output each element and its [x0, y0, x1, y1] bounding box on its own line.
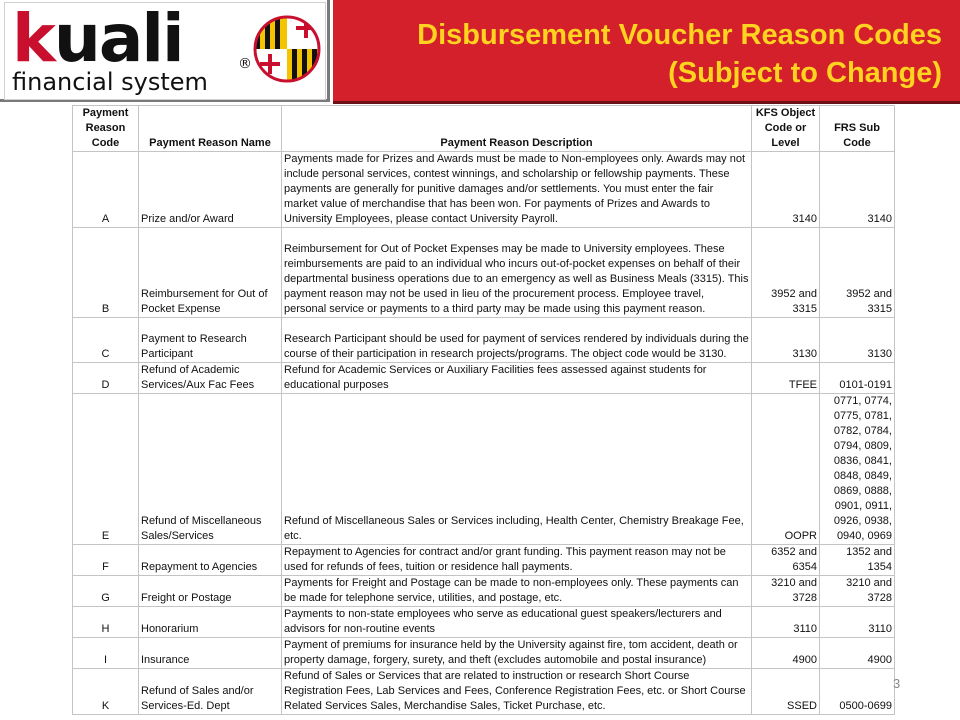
cell-code: B — [73, 228, 139, 318]
cell-code: A — [73, 152, 139, 228]
cell-name: Insurance — [139, 638, 282, 669]
cell-object-code: 3110 — [752, 607, 820, 638]
kuali-logo — [0, 0, 330, 102]
header-kfs-object-code: KFS Object Code or Level — [752, 106, 820, 152]
table-row — [73, 607, 895, 638]
cell-name: Honorarium — [139, 607, 282, 638]
cell-code: H — [73, 607, 139, 638]
cell-description: Reimbursement for Out of Pocket Expenses may be made to University employees. These reimbursements are paid to an individual who incurs out-of-pocket expenses on behalf of their departmental business operations due to an emergency as well as Business Meals (3315). This payment reason may not be used in lieu of the procurement process. Employee travel, personal service or payments to a third party may be made using this payment reason. — [282, 228, 752, 318]
cell-code: K — [73, 669, 139, 715]
cell-sub-code: 3210 and 3728 — [820, 576, 895, 607]
table-row — [73, 576, 895, 607]
cell-name: Payment to Research Participant — [139, 318, 282, 363]
cell-sub-code: 3140 — [820, 152, 895, 228]
table-row — [73, 545, 895, 576]
cell-code: E — [73, 394, 139, 545]
cell-code: I — [73, 638, 139, 669]
cell-object-code: TFEE — [752, 363, 820, 394]
table-row — [73, 669, 895, 715]
table-row — [73, 638, 895, 669]
cell-name: Freight or Postage — [139, 576, 282, 607]
cell-description: Refund of Miscellaneous Sales or Services including, Health Center, Chemistry Breakage Fee, etc. — [282, 394, 752, 545]
cell-object-code: 3140 — [752, 152, 820, 228]
cell-description: Payments for Freight and Postage can be made to non-employees only. These payments can be made for telephone service, utilities, and postage, etc. — [282, 576, 752, 607]
cell-description: Payments to non-state employees who serve as educational guest speakers/lecturers and advisors for non-routine events — [282, 607, 752, 638]
logo-wordmark: kuali — [12, 0, 183, 77]
maryland-flag-seal-icon — [252, 14, 322, 84]
cell-code: D — [73, 363, 139, 394]
cell-description: Payment of premiums for insurance held by the University against fire, tom accident, death or property damage, forgery, surety, and theft (excludes automobile and postal insurance) — [282, 638, 752, 669]
table-row — [73, 318, 895, 363]
header-payment-reason-code: Payment Reason Code — [73, 106, 139, 152]
cell-object-code: SSED — [752, 669, 820, 715]
header-payment-reason-name: Payment Reason Name — [139, 106, 282, 152]
table-row — [73, 394, 895, 545]
slide-title — [417, 16, 942, 92]
cell-sub-code: 0101-0191 — [820, 363, 895, 394]
reason-codes-table — [72, 105, 895, 715]
table-row — [73, 152, 895, 228]
cell-sub-code: 0771, 0774, 0775, 0781, 0782, 0784, 0794, 0809, 0836, 0841, 0848, 0849, 0869, 0888, 0901, 0911, 0926, 0938, 0940, 0969 — [820, 394, 895, 545]
slide-header — [0, 0, 960, 104]
cell-name: Reimbursement for Out of Pocket Expense — [139, 228, 282, 318]
cell-sub-code: 4900 — [820, 638, 895, 669]
cell-code: G — [73, 576, 139, 607]
title-line-2: (Subject to Change) — [668, 57, 942, 89]
cell-code: C — [73, 318, 139, 363]
table-header-row — [73, 106, 895, 152]
cell-sub-code: 3130 — [820, 318, 895, 363]
cell-description: Repayment to Agencies for contract and/or grant funding. This payment reason may not be used for refunds of fees, tuition or residence hall payments. — [282, 545, 752, 576]
cell-object-code: 6352 and 6354 — [752, 545, 820, 576]
cell-description: Refund for Academic Services or Auxiliary Facilities fees assessed against students for educational purposes — [282, 363, 752, 394]
logo-subtitle: financial system — [12, 68, 208, 96]
cell-description: Research Participant should be used for payment of services rendered by individuals during the course of their participation in research projects/programs. The object code would be 3130. — [282, 318, 752, 363]
cell-sub-code: 3110 — [820, 607, 895, 638]
cell-sub-code: 1352 and 1354 — [820, 545, 895, 576]
table-row — [73, 228, 895, 318]
cell-name: Refund of Academic Services/Aux Fac Fees — [139, 363, 282, 394]
cell-object-code: 3952 and 3315 — [752, 228, 820, 318]
cell-name: Refund of Miscellaneous Sales/Services — [139, 394, 282, 545]
cell-object-code: 3210 and 3728 — [752, 576, 820, 607]
table-row — [73, 363, 895, 394]
title-bar — [333, 0, 960, 104]
cell-name: Prize and/or Award — [139, 152, 282, 228]
page-number: 3 — [893, 676, 901, 691]
header-frs-sub-code: FRS Sub Code — [820, 106, 895, 152]
logo-registered-mark: ® — [238, 56, 252, 72]
cell-object-code: 4900 — [752, 638, 820, 669]
cell-object-code: 3130 — [752, 318, 820, 363]
cell-code: F — [73, 545, 139, 576]
cell-object-code: OOPR — [752, 394, 820, 545]
cell-sub-code: 0500-0699 — [820, 669, 895, 715]
cell-description: Payments made for Prizes and Awards must be made to Non-employees only. Awards may not include personal services, contest winnings, and scholarship or fellowship payments. These payments are generally for punitive damages and/or settlements. You must enter the fair market value of merchandise that has been won. For payments of Prizes and Awards to University Employees, please contact University Payroll. — [282, 152, 752, 228]
cell-name: Refund of Sales and/or Services-Ed. Dept — [139, 669, 282, 715]
cell-sub-code: 3952 and 3315 — [820, 228, 895, 318]
title-line-1: Disbursement Voucher Reason Codes — [417, 19, 942, 51]
cell-description: Refund of Sales or Services that are related to instruction or research Short Course Registration Fees, Lab Services and Fees, Conference Registration Fees, etc. or Short Course Related Services Sales, Merchandise Sales, Ticket Purchase, etc. — [282, 669, 752, 715]
header-payment-reason-description: Payment Reason Description — [282, 106, 752, 152]
cell-name: Repayment to Agencies — [139, 545, 282, 576]
